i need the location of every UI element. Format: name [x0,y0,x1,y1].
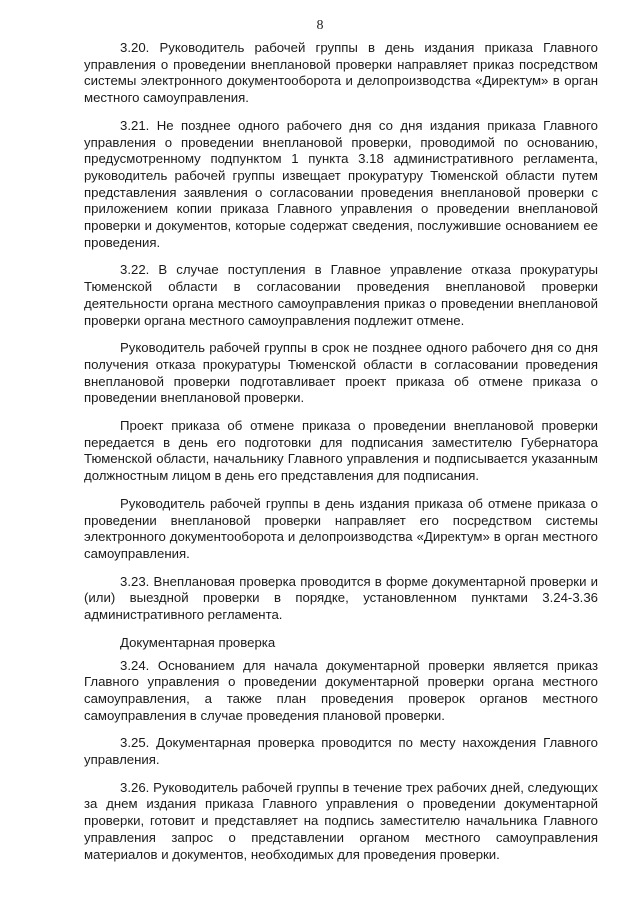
paragraph-3-26: 3.26. Руководитель рабочей группы в течение трех рабочих дней, следующих за днем издания приказа Главного управления о проведении документарной проверки, готовит и представляет на подпись заместителю начальника Главного управления запрос о представлении органом местного самоуправления материалов и документов, необходимых для проведения проверки. [84,779,598,862]
paragraph-order-dispatch: Руководитель рабочей группы в день издания приказа об отмене приказа о проведении внеплановой проверки направляет его посредством системы электронного документооборота и делопроизводства «Директум» в орган местного самоуправления. [84,495,598,561]
section-heading: Документарная проверка [120,634,276,650]
paragraph-draft-order: Проект приказа об отмене приказа о проведении внеплановой проверки передается в день его подготовки для подписания заместителю Губернатора Тюменской области, начальнику Главного управления и подписывается указанным должностным лицом в день его представления для подписания. [84,418,598,484]
document-body [84,40,598,874]
paragraph-3-22: 3.22. В случае поступления в Главное управление отказа прокуратуры Тюменской области в согласовании проведения внеплановой проверки деятельности органа местного самоуправления приказ о проведении внеплановой проверки органа местного самоуправления подлежит отмене. [84,262,598,328]
paragraph-3-23: 3.23. Внеплановая проверка проводится в форме документарной проверки и (или) выездной проверки в порядке, установленном пунктами 3.24-3.36 административного регламента. [84,573,598,623]
page-number: 8 [316,18,324,33]
paragraph-3-21: 3.21. Не позднее одного рабочего дня со дня издания приказа Главного управления о проведении внеплановой проверки, проводимой по основанию, предусмотренному подпунктом 1 пункта 3.18 административного регламента, руководитель рабочей группы извещает прокуратуру Тюменской области путем представления заявления о согласовании проведения внеплановой проверки с приложением копии приказа Главного управления о проведении внеплановой проверки и документов, которые содержат сведения, послужившие основанием ее проведения. [84,117,598,250]
paragraph-3-24: 3.24. Основанием для начала документарной проверки является приказ Главного управления о проведении документарной проверки органа местного самоуправления, а также план проведения проверок органов местного самоуправления в случае проведения плановой проверки. [84,657,598,723]
paragraph-3-20: 3.20. Руководитель рабочей группы в день издания приказа Главного управления о проведении внеплановой проверки направляет приказ посредством системы электронного документооборота и делопроизводства «Директум» в орган местного самоуправления. [84,40,598,106]
paragraph-3-25: 3.25. Документарная проверка проводится по месту нахождения Главного управления. [84,735,598,768]
paragraph-refusal-prep: Руководитель рабочей группы в срок не позднее одного рабочего дня со дня получения отказа прокуратуры Тюменской области в согласовании проведения внеплановой проверки подготавливает проект приказа об отмене приказа о проведении внеплановой проверки. [84,340,598,406]
